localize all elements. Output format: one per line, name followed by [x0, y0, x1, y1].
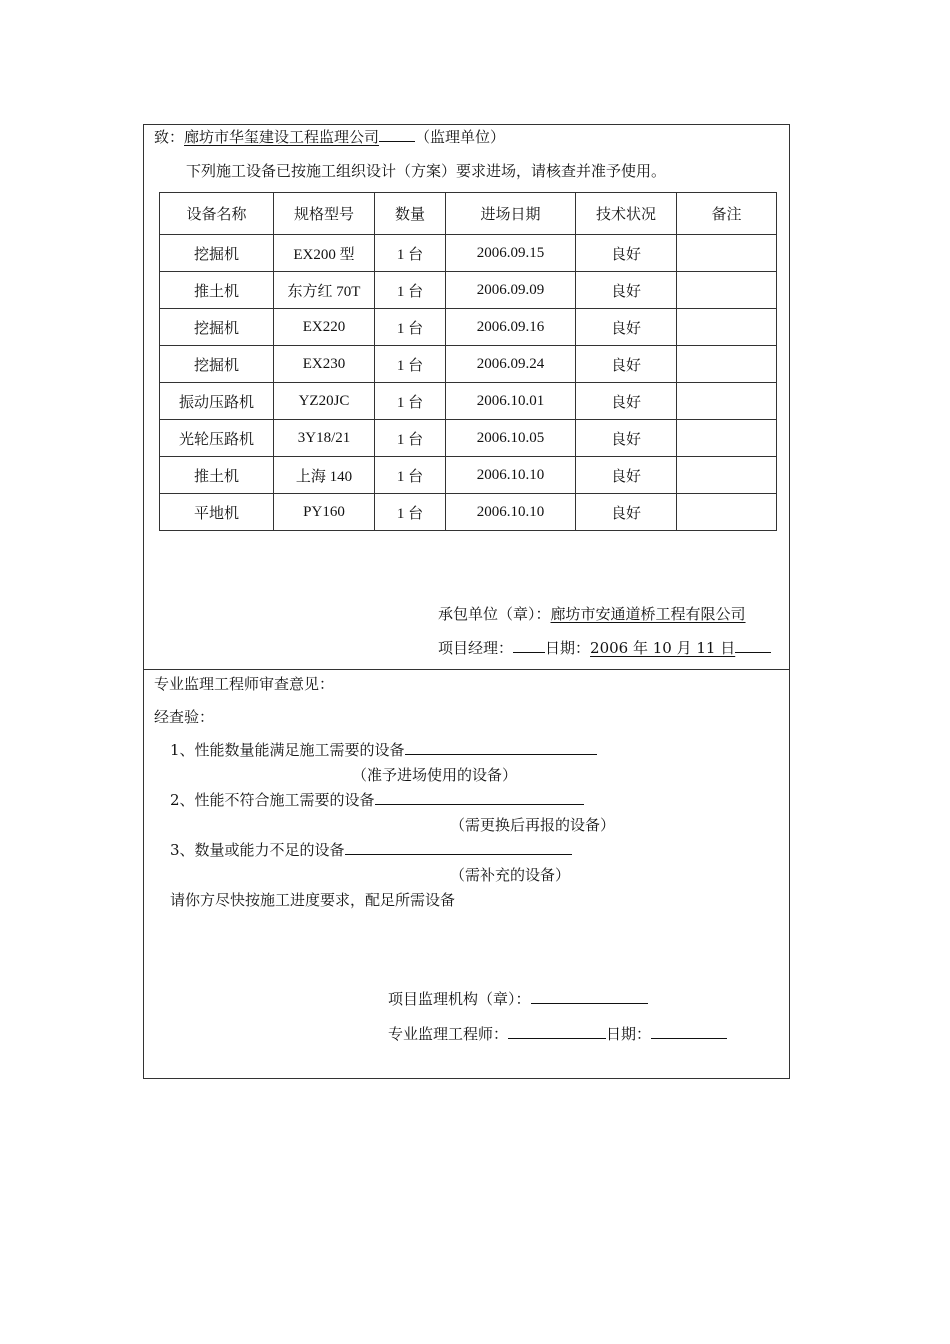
addressee-line: [154, 127, 505, 147]
technical-status: 良好: [576, 272, 677, 309]
equipment-model: PY160: [274, 494, 375, 531]
equipment-name: 光轮压路机: [160, 420, 274, 457]
entry-date: 2006.09.24: [446, 346, 576, 383]
technical-status: 良好: [576, 235, 677, 272]
table-row: [160, 494, 777, 531]
equipment-model: 上海 140: [274, 457, 375, 494]
supervisor-company: 廊坊市华玺建设工程监理公司: [184, 128, 380, 146]
equipment-table: [159, 192, 777, 531]
equipment-quantity: 1 台: [375, 235, 446, 272]
table-row: [160, 383, 777, 420]
remarks: [677, 235, 777, 272]
equipment-name: 振动压路机: [160, 383, 274, 420]
table-row: [160, 309, 777, 346]
equipment-name: 推土机: [160, 457, 274, 494]
equipment-model: EX220: [274, 309, 375, 346]
column-header: 技术状况: [576, 193, 677, 235]
table-row: [160, 457, 777, 494]
manager-date-line: [438, 638, 771, 658]
equipment-name: 挖掘机: [160, 346, 274, 383]
engineer-date-line: [388, 1024, 727, 1044]
technical-status: 良好: [576, 457, 677, 494]
review-item-2-note: （需更换后再报的设备）: [450, 816, 616, 834]
table-row: [160, 346, 777, 383]
technical-status: 良好: [576, 346, 677, 383]
manager-label: 项目经理：: [438, 639, 514, 657]
to-label: 致：: [154, 128, 185, 146]
engineer-label: 专业监理工程师：: [388, 1025, 509, 1043]
technical-status: 良好: [576, 383, 677, 420]
review-date-label: 日期：: [606, 1025, 652, 1043]
equipment-name: 挖掘机: [160, 235, 274, 272]
equipment-model: 东方红 70T: [274, 272, 375, 309]
equipment-name: 挖掘机: [160, 309, 274, 346]
table-header-row: [160, 193, 777, 235]
remarks: [677, 272, 777, 309]
contractor-line: [438, 604, 746, 624]
review-item-3-text: 3、数量或能力不足的设备: [170, 841, 345, 859]
column-header: 数量: [375, 193, 446, 235]
intro-text: 下列施工设备已按施工组织设计（方案）要求进场，请核查并准予使用。: [186, 162, 667, 180]
column-header: 备注: [677, 193, 777, 235]
equipment-quantity: 1 台: [375, 309, 446, 346]
equipment-model: YZ20JC: [274, 383, 375, 420]
column-header: 设备名称: [160, 193, 274, 235]
review-item-3-note: （需补充的设备）: [450, 866, 571, 884]
org-seal-field[interactable]: [531, 989, 648, 1004]
remarks: [677, 346, 777, 383]
review-item-2: [170, 790, 584, 810]
company-blank: [379, 127, 415, 142]
column-header: 进场日期: [446, 193, 576, 235]
review-title: 专业监理工程师审查意见：: [154, 675, 335, 693]
equipment-quantity: 1 台: [375, 457, 446, 494]
submission-date: 2006 年 10 月 11 日: [590, 639, 736, 657]
technical-status: 良好: [576, 420, 677, 457]
column-header: 规格型号: [274, 193, 375, 235]
review-date-field[interactable]: [651, 1024, 727, 1039]
contractor-name: 廊坊市安通道桥工程有限公司: [550, 605, 746, 623]
equipment-quantity: 1 台: [375, 272, 446, 309]
supervision-org-line: [388, 989, 648, 1009]
entry-date: 2006.10.05: [446, 420, 576, 457]
equipment-model: 3Y18/21: [274, 420, 375, 457]
section-divider: [143, 669, 790, 670]
contractor-label: 承包单位（章）：: [438, 605, 551, 623]
entry-date: 2006.09.15: [446, 235, 576, 272]
equipment-quantity: 1 台: [375, 346, 446, 383]
manager-signature-field[interactable]: [513, 638, 545, 653]
equipment-model: EX200 型: [274, 235, 375, 272]
review-item-1: [170, 740, 597, 760]
date-blank: [735, 638, 771, 653]
technical-status: 良好: [576, 494, 677, 531]
remarks: [677, 457, 777, 494]
entry-date: 2006.10.10: [446, 457, 576, 494]
review-item-1-text: 1、性能数量能满足施工需要的设备: [170, 741, 405, 759]
technical-status: 良好: [576, 309, 677, 346]
checked-label: 经查验：: [154, 708, 215, 726]
org-label: 项目监理机构（章）：: [388, 990, 531, 1008]
review-item-1-note: （准予进场使用的设备）: [352, 766, 518, 784]
entry-date: 2006.10.01: [446, 383, 576, 420]
remarks: [677, 494, 777, 531]
review-item-2-text: 2、性能不符合施工需要的设备: [170, 791, 375, 809]
equipment-model: EX230: [274, 346, 375, 383]
entry-date: 2006.09.16: [446, 309, 576, 346]
equipment-quantity: 1 台: [375, 383, 446, 420]
engineer-signature-field[interactable]: [508, 1024, 606, 1039]
request-text: 请你方尽快按施工进度要求，配足所需设备: [170, 891, 456, 909]
item-1-blank[interactable]: [405, 740, 597, 755]
equipment-quantity: 1 台: [375, 420, 446, 457]
remarks: [677, 420, 777, 457]
table-row: [160, 420, 777, 457]
supervisor-suffix: （监理单位）: [415, 128, 506, 146]
item-3-blank[interactable]: [345, 840, 572, 855]
table-row: [160, 235, 777, 272]
remarks: [677, 383, 777, 420]
equipment-name: 平地机: [160, 494, 274, 531]
remarks: [677, 309, 777, 346]
review-item-3: [170, 840, 572, 860]
entry-date: 2006.09.09: [446, 272, 576, 309]
equipment-quantity: 1 台: [375, 494, 446, 531]
entry-date: 2006.10.10: [446, 494, 576, 531]
table-row: [160, 272, 777, 309]
date-label: 日期：: [545, 639, 591, 657]
equipment-name: 推土机: [160, 272, 274, 309]
item-2-blank[interactable]: [375, 790, 584, 805]
